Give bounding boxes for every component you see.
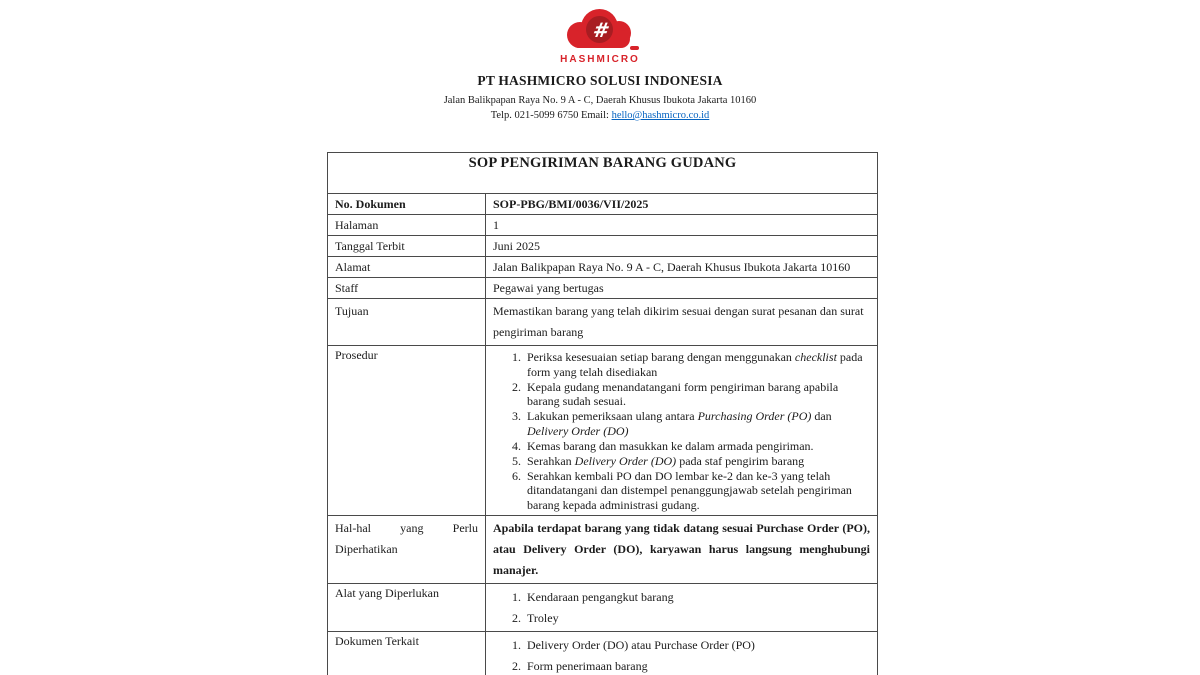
hash-disc <box>586 16 613 43</box>
procedure-list <box>493 350 870 512</box>
cloud-logo-icon <box>567 9 633 51</box>
row-value: Jalan Balikpapan Raya No. 9 A - C, Daerah Khusus Ibukota Jakarta 10160 <box>486 257 878 278</box>
list-item: 1. Delivery Order (DO) atau Purchase Order (PO) <box>524 635 870 656</box>
hash-icon: # <box>590 17 609 42</box>
tools-list <box>493 587 870 629</box>
procedure-step <box>524 409 870 438</box>
row-label: Dokumen Terkait <box>328 631 486 675</box>
row-label: Tujuan <box>328 299 486 346</box>
text-segment: Periksa kesesuaian setiap barang dengan menggunakan <box>527 350 795 364</box>
table-row-title <box>328 153 878 194</box>
cloud-tail <box>630 46 639 50</box>
contact-prefix: Telp. 021-5099 6750 Email: <box>490 110 612 121</box>
table-row <box>328 299 878 346</box>
row-label: Prosedur <box>328 346 486 516</box>
table-row <box>328 346 878 516</box>
procedure-step <box>524 469 870 513</box>
italic-segment: checklist <box>794 350 837 364</box>
row-label: Hal-hal yang Perlu Diperhatikan <box>328 515 486 583</box>
row-value: Pegawai yang bertugas <box>486 278 878 299</box>
company-address: Jalan Balikpapan Raya No. 9 A - C, Daerah Khusus Ibukota Jakarta 10160 <box>443 95 757 106</box>
hashmicro-logo <box>560 9 640 65</box>
table-row <box>328 194 878 215</box>
table-row <box>328 515 878 583</box>
text-segment: Serahkan <box>527 453 575 468</box>
row-label: Halaman <box>328 215 486 236</box>
email-link[interactable]: hello@hashmicro.co.id <box>611 110 710 121</box>
procedure-step <box>524 439 870 454</box>
procedure-step <box>524 454 870 469</box>
table-row <box>328 215 878 236</box>
row-label: Staff <box>328 278 486 299</box>
row-value: 1 <box>486 215 878 236</box>
table-row <box>328 583 878 631</box>
text-segment: dan <box>811 409 832 423</box>
text-segment: pada staf pengirim barang <box>676 453 805 468</box>
table-row <box>328 257 878 278</box>
row-label: No. Dokumen <box>328 194 486 215</box>
row-value <box>486 583 878 631</box>
list-item: 2. Form penerimaan barang <box>524 656 870 675</box>
list-item: 2. Troley <box>524 608 870 629</box>
row-value: Apabila terdapat barang yang tidak datang sesuai Purchase Order (PO), atau Delivery Order (DO), karyawan harus langsung menghubungi manajer. <box>486 515 878 583</box>
italic-segment: Purchasing Order (PO) <box>697 409 812 423</box>
row-label: Tanggal Terbit <box>328 236 486 257</box>
row-value: Juni 2025 <box>486 236 878 257</box>
procedure-step <box>524 350 870 379</box>
company-contact <box>0 110 1200 121</box>
table-row <box>328 278 878 299</box>
text-segment: Serahkan kembali PO dan DO lembar ke-2 dan ke-3 yang telah ditandatangani dan distempel penanggungjawab setelah pengiriman barang kepada administrasi gudang. <box>527 468 852 512</box>
brand-wordmark: HASHMICRO <box>560 54 640 65</box>
row-value: Memastikan barang yang telah dikirim sesuai dengan surat pesanan dan surat pengiriman barang <box>486 299 878 346</box>
list-item: 1. Kendaraan pengangkut barang <box>524 587 870 608</box>
sop-table <box>327 152 878 675</box>
document-title: SOP PENGIRIMAN BARANG GUDANG <box>328 153 878 194</box>
table-row <box>328 236 878 257</box>
text-segment: Kepala gudang menandatangani form pengiriman barang apabila barang sudah sesuai. <box>527 379 839 408</box>
company-name: PT HASHMICRO SOLUSI INDONESIA <box>477 73 723 88</box>
row-label: Alamat <box>328 257 486 278</box>
row-value: SOP-PBG/BMI/0036/VII/2025 <box>486 194 878 215</box>
row-label: Alat yang Diperlukan <box>328 583 486 631</box>
italic-segment: Delivery Order (DO) <box>527 423 629 438</box>
italic-segment: Delivery Order (DO) <box>574 453 677 468</box>
text-segment: Lakukan pemeriksaan ulang antara <box>527 409 698 423</box>
text-segment: pada form yang telah disediakan <box>527 350 863 379</box>
row-value <box>486 346 878 516</box>
procedure-step <box>524 380 870 409</box>
letterhead <box>0 9 1200 121</box>
table-row <box>328 631 878 675</box>
row-value <box>486 631 878 675</box>
related-documents-list <box>493 635 870 675</box>
text-segment: Kemas barang dan masukkan ke dalam armada pengiriman. <box>527 438 814 453</box>
